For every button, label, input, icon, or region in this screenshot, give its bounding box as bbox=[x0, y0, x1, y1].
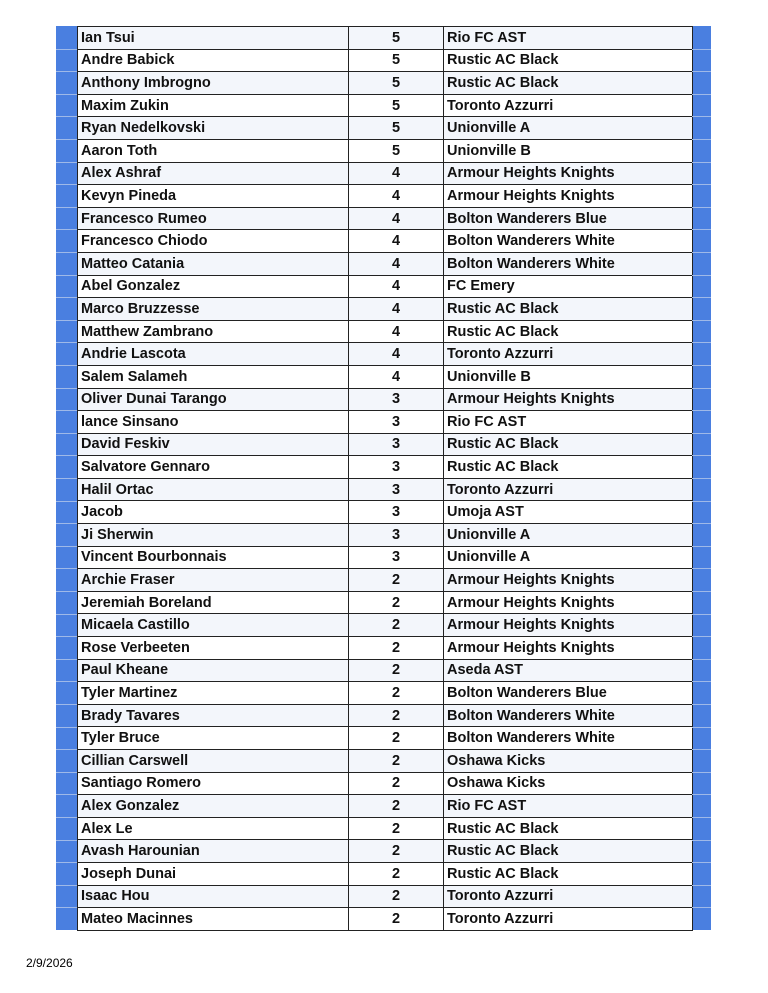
team-name-cell: FC Emery bbox=[444, 275, 693, 298]
band-gridline-right bbox=[692, 749, 711, 750]
goals-cell: 2 bbox=[349, 772, 444, 795]
team-name-cell: Armour Heights Knights bbox=[444, 162, 693, 185]
table-row bbox=[78, 817, 693, 840]
team-name-cell: Rio FC AST bbox=[444, 411, 693, 434]
band-gridline-left bbox=[56, 749, 77, 750]
goals-cell: 4 bbox=[349, 365, 444, 388]
player-name-cell: lance Sinsano bbox=[78, 411, 349, 434]
team-name-cell: Rustic AC Black bbox=[444, 817, 693, 840]
band-gridline-left bbox=[56, 433, 77, 434]
table-row bbox=[78, 139, 693, 162]
band-gridline-right bbox=[692, 568, 711, 569]
player-name-cell: Joseph Dunai bbox=[78, 862, 349, 885]
goals-cell: 4 bbox=[349, 343, 444, 366]
table-row bbox=[78, 207, 693, 230]
team-name-cell: Armour Heights Knights bbox=[444, 569, 693, 592]
team-name-cell: Rustic AC Black bbox=[444, 456, 693, 479]
team-name-cell: Rio FC AST bbox=[444, 27, 693, 50]
table-row bbox=[78, 252, 693, 275]
player-name-cell: Abel Gonzalez bbox=[78, 275, 349, 298]
table-row bbox=[78, 704, 693, 727]
band-gridline-left bbox=[56, 229, 77, 230]
table-row bbox=[78, 162, 693, 185]
band-gridline-right bbox=[692, 636, 711, 637]
goals-cell: 3 bbox=[349, 411, 444, 434]
team-name-cell: Rustic AC Black bbox=[444, 862, 693, 885]
goals-cell: 3 bbox=[349, 524, 444, 547]
team-name-cell: Unionville B bbox=[444, 139, 693, 162]
team-name-cell: Unionville A bbox=[444, 546, 693, 569]
band-gridline-left bbox=[56, 388, 77, 389]
table-row bbox=[78, 433, 693, 456]
band-gridline-right bbox=[692, 252, 711, 253]
team-name-cell: Toronto Azzurri bbox=[444, 908, 693, 931]
goals-cell: 2 bbox=[349, 569, 444, 592]
band-gridline-right bbox=[692, 365, 711, 366]
band-gridline-right bbox=[692, 817, 711, 818]
team-name-cell: Bolton Wanderers White bbox=[444, 230, 693, 253]
band-gridline-left bbox=[56, 455, 77, 456]
team-name-cell: Oshawa Kicks bbox=[444, 750, 693, 773]
player-name-cell: Paul Kheane bbox=[78, 659, 349, 682]
band-gridline-right bbox=[692, 907, 711, 908]
band-gridline-right bbox=[692, 49, 711, 50]
goals-cell: 2 bbox=[349, 591, 444, 614]
band-gridline-right bbox=[692, 94, 711, 95]
table-row bbox=[78, 501, 693, 524]
player-name-cell: Isaac Hou bbox=[78, 885, 349, 908]
goals-cell: 2 bbox=[349, 817, 444, 840]
goals-cell: 5 bbox=[349, 139, 444, 162]
table-row bbox=[78, 591, 693, 614]
band-gridline-right bbox=[692, 229, 711, 230]
team-name-cell: Armour Heights Knights bbox=[444, 637, 693, 660]
band-gridline-right bbox=[692, 162, 711, 163]
table-row bbox=[78, 637, 693, 660]
goals-cell: 2 bbox=[349, 750, 444, 773]
player-name-cell: Oliver Dunai Tarango bbox=[78, 388, 349, 411]
band-gridline-right bbox=[692, 297, 711, 298]
scorers-table bbox=[77, 26, 693, 931]
goals-cell: 5 bbox=[349, 94, 444, 117]
band-gridline-left bbox=[56, 184, 77, 185]
player-name-cell: Archie Fraser bbox=[78, 569, 349, 592]
band-gridline-left bbox=[56, 817, 77, 818]
team-name-cell: Umoja AST bbox=[444, 501, 693, 524]
goals-cell: 5 bbox=[349, 117, 444, 140]
band-gridline-right bbox=[692, 727, 711, 728]
band-gridline-right bbox=[692, 591, 711, 592]
goals-cell: 4 bbox=[349, 298, 444, 321]
table-row bbox=[78, 117, 693, 140]
scorers-table-body bbox=[78, 27, 693, 931]
player-name-cell: Aaron Toth bbox=[78, 139, 349, 162]
team-name-cell: Rio FC AST bbox=[444, 795, 693, 818]
band-gridline-right bbox=[692, 546, 711, 547]
team-name-cell: Toronto Azzurri bbox=[444, 478, 693, 501]
table-row bbox=[78, 185, 693, 208]
goals-cell: 4 bbox=[349, 252, 444, 275]
band-gridline-right bbox=[692, 410, 711, 411]
table-row bbox=[78, 569, 693, 592]
team-name-cell: Rustic AC Black bbox=[444, 49, 693, 72]
band-gridline-left bbox=[56, 252, 77, 253]
goals-cell: 5 bbox=[349, 27, 444, 50]
table-row bbox=[78, 862, 693, 885]
band-gridline-left bbox=[56, 94, 77, 95]
table-row bbox=[78, 478, 693, 501]
team-name-cell: Bolton Wanderers White bbox=[444, 704, 693, 727]
team-name-cell: Rustic AC Black bbox=[444, 320, 693, 343]
team-name-cell: Armour Heights Knights bbox=[444, 591, 693, 614]
band-gridline-left bbox=[56, 772, 77, 773]
team-name-cell: Toronto Azzurri bbox=[444, 343, 693, 366]
player-name-cell: Tyler Martinez bbox=[78, 682, 349, 705]
player-name-cell: Santiago Romero bbox=[78, 772, 349, 795]
player-name-cell: Avash Harounian bbox=[78, 840, 349, 863]
goals-cell: 4 bbox=[349, 185, 444, 208]
band-gridline-right bbox=[692, 501, 711, 502]
table-row bbox=[78, 840, 693, 863]
table-row bbox=[78, 659, 693, 682]
band-gridline-left bbox=[56, 297, 77, 298]
table-row bbox=[78, 908, 693, 931]
player-name-cell: Matteo Catania bbox=[78, 252, 349, 275]
team-name-cell: Unionville B bbox=[444, 365, 693, 388]
table-row bbox=[78, 885, 693, 908]
player-name-cell: Ryan Nedelkovski bbox=[78, 117, 349, 140]
player-name-cell: Francesco Chiodo bbox=[78, 230, 349, 253]
band-gridline-right bbox=[692, 320, 711, 321]
player-name-cell: Tyler Bruce bbox=[78, 727, 349, 750]
player-name-cell: Anthony Imbrogno bbox=[78, 72, 349, 95]
player-name-cell: Halil Ortac bbox=[78, 478, 349, 501]
goals-cell: 2 bbox=[349, 795, 444, 818]
table-row bbox=[78, 727, 693, 750]
band-gridline-left bbox=[56, 727, 77, 728]
table-row bbox=[78, 411, 693, 434]
band-gridline-right bbox=[692, 139, 711, 140]
goals-cell: 2 bbox=[349, 637, 444, 660]
band-gridline-left bbox=[56, 71, 77, 72]
band-gridline-left bbox=[56, 162, 77, 163]
band-gridline-left bbox=[56, 614, 77, 615]
band-gridline-right bbox=[692, 794, 711, 795]
team-name-cell: Bolton Wanderers Blue bbox=[444, 207, 693, 230]
band-gridline-left bbox=[56, 636, 77, 637]
table-row bbox=[78, 546, 693, 569]
goals-cell: 2 bbox=[349, 682, 444, 705]
band-gridline-left bbox=[56, 49, 77, 50]
team-name-cell: Rustic AC Black bbox=[444, 298, 693, 321]
team-name-cell: Armour Heights Knights bbox=[444, 185, 693, 208]
band-gridline-left bbox=[56, 365, 77, 366]
team-name-cell: Aseda AST bbox=[444, 659, 693, 682]
player-name-cell: Rose Verbeeten bbox=[78, 637, 349, 660]
band-gridline-left bbox=[56, 478, 77, 479]
band-gridline-left bbox=[56, 885, 77, 886]
goals-cell: 4 bbox=[349, 162, 444, 185]
band-gridline-left bbox=[56, 342, 77, 343]
player-name-cell: Marco Bruzzesse bbox=[78, 298, 349, 321]
band-gridline-left bbox=[56, 659, 77, 660]
band-gridline-right bbox=[692, 207, 711, 208]
band-gridline-left bbox=[56, 546, 77, 547]
team-name-cell: Bolton Wanderers Blue bbox=[444, 682, 693, 705]
team-name-cell: Armour Heights Knights bbox=[444, 388, 693, 411]
goals-cell: 4 bbox=[349, 275, 444, 298]
player-name-cell: Alex Le bbox=[78, 817, 349, 840]
player-name-cell: Brady Tavares bbox=[78, 704, 349, 727]
player-name-cell: Vincent Bourbonnais bbox=[78, 546, 349, 569]
player-name-cell: Alex Gonzalez bbox=[78, 795, 349, 818]
team-name-cell: Unionville A bbox=[444, 524, 693, 547]
player-name-cell: Jacob bbox=[78, 501, 349, 524]
player-name-cell: Salem Salameh bbox=[78, 365, 349, 388]
goals-cell: 4 bbox=[349, 230, 444, 253]
team-name-cell: Toronto Azzurri bbox=[444, 885, 693, 908]
band-gridline-left bbox=[56, 794, 77, 795]
band-gridline-left bbox=[56, 139, 77, 140]
table-row bbox=[78, 682, 693, 705]
team-name-cell: Rustic AC Black bbox=[444, 72, 693, 95]
player-name-cell: Andrie Lascota bbox=[78, 343, 349, 366]
band-gridline-left bbox=[56, 862, 77, 863]
band-gridline-right bbox=[692, 614, 711, 615]
band-gridline-right bbox=[692, 275, 711, 276]
team-name-cell: Rustic AC Black bbox=[444, 433, 693, 456]
goals-cell: 2 bbox=[349, 840, 444, 863]
goals-cell: 3 bbox=[349, 433, 444, 456]
table-row bbox=[78, 320, 693, 343]
table-row bbox=[78, 230, 693, 253]
band-gridline-left bbox=[56, 523, 77, 524]
goals-cell: 3 bbox=[349, 546, 444, 569]
band-gridline-left bbox=[56, 116, 77, 117]
goals-cell: 2 bbox=[349, 862, 444, 885]
band-gridline-left bbox=[56, 207, 77, 208]
band-gridline-left bbox=[56, 907, 77, 908]
team-name-cell: Oshawa Kicks bbox=[444, 772, 693, 795]
band-gridline-right bbox=[692, 116, 711, 117]
table-row bbox=[78, 27, 693, 50]
table-row bbox=[78, 275, 693, 298]
table-row bbox=[78, 365, 693, 388]
goals-cell: 5 bbox=[349, 49, 444, 72]
table-row bbox=[78, 94, 693, 117]
player-name-cell: David Feskiv bbox=[78, 433, 349, 456]
player-name-cell: Ji Sherwin bbox=[78, 524, 349, 547]
table-row bbox=[78, 298, 693, 321]
team-name-cell: Rustic AC Black bbox=[444, 840, 693, 863]
band-gridline-left bbox=[56, 501, 77, 502]
table-row bbox=[78, 49, 693, 72]
goals-cell: 2 bbox=[349, 908, 444, 931]
goals-cell: 2 bbox=[349, 614, 444, 637]
team-name-cell: Unionville A bbox=[444, 117, 693, 140]
player-name-cell: Andre Babick bbox=[78, 49, 349, 72]
player-name-cell: Kevyn Pineda bbox=[78, 185, 349, 208]
goals-cell: 3 bbox=[349, 478, 444, 501]
team-name-cell: Armour Heights Knights bbox=[444, 614, 693, 637]
player-name-cell: Francesco Rumeo bbox=[78, 207, 349, 230]
goals-cell: 2 bbox=[349, 727, 444, 750]
band-gridline-right bbox=[692, 478, 711, 479]
team-name-cell: Toronto Azzurri bbox=[444, 94, 693, 117]
goals-cell: 2 bbox=[349, 704, 444, 727]
band-gridline-right bbox=[692, 862, 711, 863]
table-row bbox=[78, 614, 693, 637]
band-gridline-right bbox=[692, 523, 711, 524]
band-gridline-left bbox=[56, 568, 77, 569]
band-gridline-right bbox=[692, 681, 711, 682]
goals-cell: 5 bbox=[349, 72, 444, 95]
table-row bbox=[78, 72, 693, 95]
band-gridline-right bbox=[692, 772, 711, 773]
table-row bbox=[78, 795, 693, 818]
band-gridline-left bbox=[56, 704, 77, 705]
band-gridline-right bbox=[692, 388, 711, 389]
table-row bbox=[78, 772, 693, 795]
table-row bbox=[78, 388, 693, 411]
goals-cell: 3 bbox=[349, 388, 444, 411]
goals-cell: 2 bbox=[349, 885, 444, 908]
band-gridline-right bbox=[692, 840, 711, 841]
player-name-cell: Alex Ashraf bbox=[78, 162, 349, 185]
band-gridline-right bbox=[692, 455, 711, 456]
band-gridline-right bbox=[692, 342, 711, 343]
band-gridline-right bbox=[692, 885, 711, 886]
player-name-cell: Mateo Macinnes bbox=[78, 908, 349, 931]
band-gridline-left bbox=[56, 320, 77, 321]
band-gridline-right bbox=[692, 704, 711, 705]
print-date: 2/9/2026 bbox=[26, 956, 73, 970]
table-row bbox=[78, 750, 693, 773]
table-row bbox=[78, 343, 693, 366]
band-gridline-left bbox=[56, 591, 77, 592]
goals-cell: 3 bbox=[349, 501, 444, 524]
table-row bbox=[78, 456, 693, 479]
band-gridline-right bbox=[692, 71, 711, 72]
player-name-cell: Matthew Zambrano bbox=[78, 320, 349, 343]
band-gridline-left bbox=[56, 410, 77, 411]
player-name-cell: Micaela Castillo bbox=[78, 614, 349, 637]
band-gridline-left bbox=[56, 681, 77, 682]
band-gridline-left bbox=[56, 275, 77, 276]
goals-cell: 3 bbox=[349, 456, 444, 479]
goals-cell: 4 bbox=[349, 207, 444, 230]
goals-cell: 4 bbox=[349, 320, 444, 343]
team-name-cell: Bolton Wanderers White bbox=[444, 252, 693, 275]
band-gridline-left bbox=[56, 840, 77, 841]
table-row bbox=[78, 524, 693, 547]
band-gridline-right bbox=[692, 184, 711, 185]
goals-cell: 2 bbox=[349, 659, 444, 682]
team-name-cell: Bolton Wanderers White bbox=[444, 727, 693, 750]
band-gridline-right bbox=[692, 659, 711, 660]
band-gridline-right bbox=[692, 433, 711, 434]
player-name-cell: Maxim Zukin bbox=[78, 94, 349, 117]
player-name-cell: Salvatore Gennaro bbox=[78, 456, 349, 479]
player-name-cell: Jeremiah Boreland bbox=[78, 591, 349, 614]
player-name-cell: Ian Tsui bbox=[78, 27, 349, 50]
player-name-cell: Cillian Carswell bbox=[78, 750, 349, 773]
